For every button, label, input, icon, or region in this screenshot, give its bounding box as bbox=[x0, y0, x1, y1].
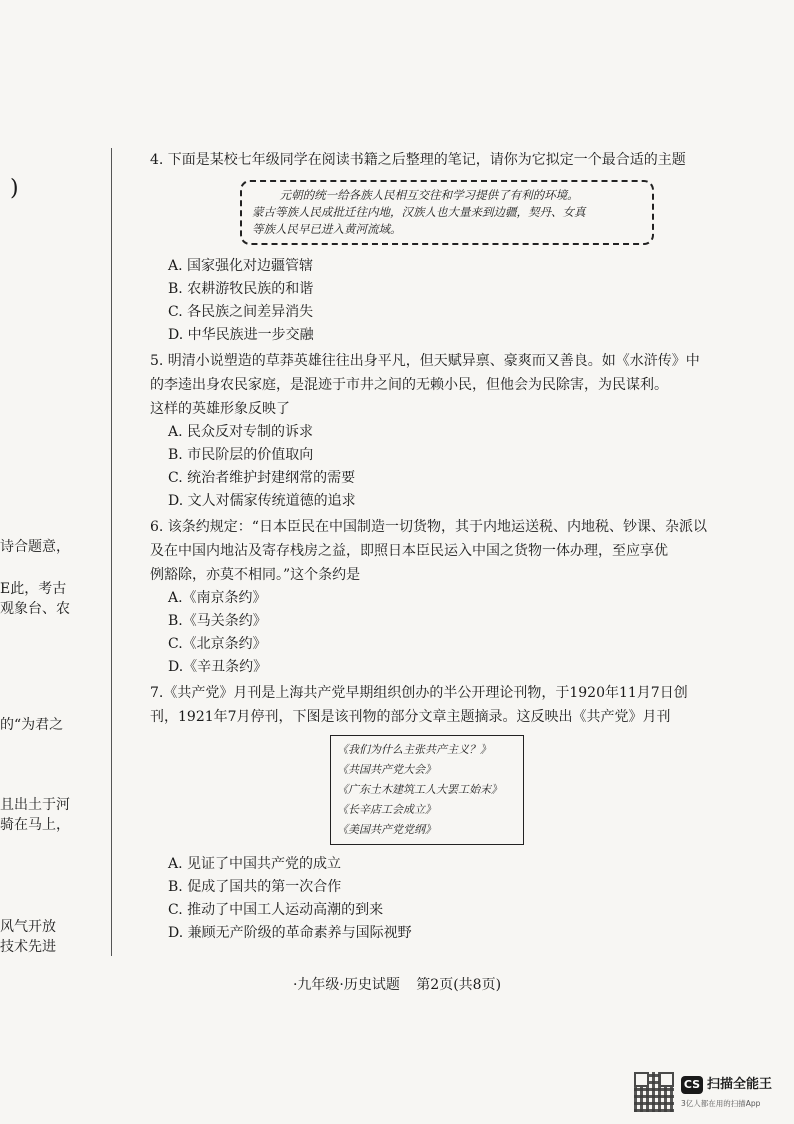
note-line: 蒙古等族人民成批迁往内地，汉族人也大量来到边疆，契丹、女真 bbox=[252, 205, 586, 219]
margin-fragment: 且出土于河 bbox=[0, 797, 70, 813]
option-a: A.《南京条约》 bbox=[168, 590, 267, 606]
article-titles-box bbox=[330, 735, 524, 845]
article-title: 《我们为什么主张共产主义？》 bbox=[337, 743, 491, 756]
scanner-app-name: 扫描全能王 bbox=[707, 1077, 773, 1092]
margin-fragment: 骑在马上， bbox=[0, 817, 70, 833]
option-a: A. 见证了中国共产党的成立 bbox=[168, 856, 342, 872]
option-b: B.《马关条约》 bbox=[168, 613, 267, 629]
question-stem: 及在中国内地沾及寄存栈房之益，即照日本臣民运入中国之货物一体办理，至应享优 bbox=[150, 543, 668, 559]
question-stem: 6. 该条约规定：“日本臣民在中国制造一切货物，其于内地运送税、内地税、钞课、杂派以 bbox=[150, 519, 707, 535]
reading-note-box bbox=[240, 180, 654, 245]
article-title: 《长辛店工会成立》 bbox=[337, 803, 436, 816]
option-c: C. 统治者维护封建纲常的需要 bbox=[168, 470, 356, 486]
option-d: D. 兼顾无产阶级的革命素养与国际视野 bbox=[168, 925, 412, 941]
option-b: B. 农耕游牧民族的和谐 bbox=[168, 281, 314, 297]
option-a: A. 民众反对专制的诉求 bbox=[168, 424, 314, 440]
question-6 bbox=[150, 515, 710, 679]
article-title: 《广东土木建筑工人大罢工始末》 bbox=[337, 783, 502, 796]
margin-fragment: 的“为君之 bbox=[0, 717, 64, 733]
option-c: C. 各民族之间差异消失 bbox=[168, 304, 314, 320]
note-line: 等族人民早已进入黄河流域。 bbox=[252, 222, 402, 236]
page-footer bbox=[0, 974, 794, 994]
option-d: D. 文人对儒家传统道德的追求 bbox=[168, 493, 356, 509]
scanner-tagline: 3亿人都在用的扫描App bbox=[681, 1099, 761, 1108]
article-title: 《美国共产党党纲》 bbox=[337, 823, 436, 836]
question-7 bbox=[150, 681, 710, 945]
question-stem: 这样的英雄形象反映了 bbox=[150, 401, 290, 417]
margin-fragment: E此，考古 bbox=[0, 581, 67, 597]
option-d: D.《辛丑条约》 bbox=[168, 659, 268, 675]
left-margin-cutoff-column bbox=[0, 0, 112, 960]
question-stem: 5. 明清小说塑造的草莽英雄往往出身平凡，但天赋异禀、豪爽而又善良。如《水浒传》中 bbox=[150, 353, 700, 369]
question-stem: 的李逵出身农民家庭，是混迹于市井之间的无赖小民，但他会为民除害，为民谋利。 bbox=[150, 377, 668, 393]
option-c: C. 推动了中国工人运动高潮的到来 bbox=[168, 902, 384, 918]
qr-code-icon bbox=[634, 1072, 674, 1112]
question-column bbox=[150, 148, 710, 947]
camscanner-logo-icon: CS bbox=[681, 1076, 703, 1094]
answer-paren: ) bbox=[10, 176, 19, 201]
option-d: D. 中华民族进一步交融 bbox=[168, 327, 314, 343]
option-c: C.《北京条约》 bbox=[168, 636, 267, 652]
option-a: A. 国家强化对边疆管辖 bbox=[168, 258, 314, 274]
option-b: B. 市民阶层的价值取向 bbox=[168, 447, 314, 463]
question-stem: 例豁除，亦莫不相同。”这个条约是 bbox=[150, 567, 361, 583]
course-label: ·九年级·历史试题 bbox=[292, 977, 400, 993]
article-title: 《共国共产党大会》 bbox=[337, 763, 436, 776]
question-stem: 7.《共产党》月刊是上海共产党早期组织创办的半公开理论刊物，于1920年11月7日创 bbox=[150, 685, 688, 701]
margin-fragment: 技术先进 bbox=[0, 939, 56, 955]
question-stem: 4. 下面是某校七年级同学在阅读书籍之后整理的笔记，请你为它拟定一个最合适的主题 bbox=[150, 152, 686, 168]
note-line: 元朝的统一给各族人民相互交往和学习提供了有利的环境。 bbox=[279, 188, 579, 202]
page-number: 第2页(共8页) bbox=[416, 977, 502, 993]
margin-fragment: 诗合题意， bbox=[0, 539, 70, 555]
question-4 bbox=[150, 148, 710, 347]
column-divider bbox=[111, 148, 112, 956]
margin-fragment: 观象台、农 bbox=[0, 601, 70, 617]
question-5 bbox=[150, 349, 710, 513]
margin-fragment: 风气开放 bbox=[0, 919, 56, 935]
question-stem: 刊，1921年7月停刊，下图是该刊物的部分文章主题摘录。这反映出《共产党》月刊 bbox=[150, 709, 671, 725]
option-b: B. 促成了国共的第一次合作 bbox=[168, 879, 342, 895]
